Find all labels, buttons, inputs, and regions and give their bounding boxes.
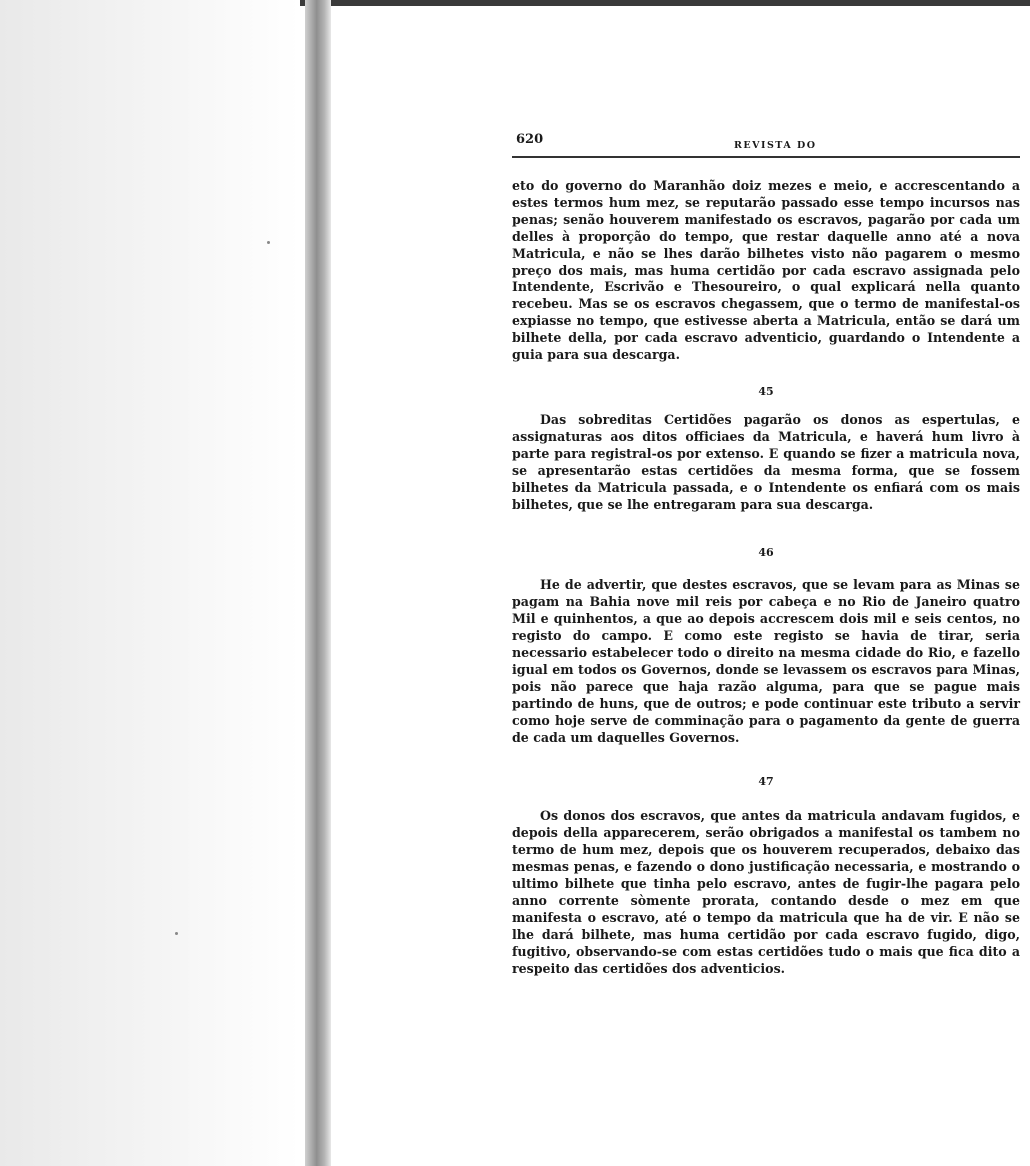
header-rule bbox=[512, 156, 1020, 158]
paragraph-45: Das sobreditas Certidões pagarão os donos as espertulas, e assignaturas aos ditos officiaes da Matricula, e haverá hum livro à parte para registral-os por extenso. E quando se fizer a matricula nova, se apresentarão estas certidões da mesma forma, que se fossem bilhetes da Matricula passada, e o Intendente os enfiará com os mais bilhetes, que se lhe entregaram para sua descarga. bbox=[512, 411, 1020, 512]
book-gutter-shadow bbox=[305, 0, 331, 1166]
section-number-45: 45 bbox=[758, 384, 774, 398]
paragraph-46: He de advertir, que destes escravos, que se levam para as Minas se pagam na Bahia nove mil reis por cabeça e no Rio de Janeiro quatro Mil e quinhentos, a que ao depois accrescem dois mil e seis centos, no registo do campo. E como este registo se havia de tirar, seria necessario estabelecer todo o direito na mesma cidade do Rio, e fazello igual em todos os Governos, donde se levassem os escravos para Minas, pois não parece que haja razão alguma, para que se pague mais partindo de huns, que de outros; e pode continuar este tributo a servir como hoje serve de comminação para o pagamento da gente de guerra de cada um daquelles Governos. bbox=[512, 577, 1020, 745]
facing-page-blank bbox=[0, 0, 300, 1166]
paragraph-continued: eto do governo do Maranhão doiz mezes e meio, e accrescentando a estes termos hum mez, se reputarão passado esse tempo incursos nas penas; senão houverem manifestado os escravos, pagarão por cada um delles à proporção do tempo, que restar daquelle anno até a nova Matricula, e não se lhes darão bilhetes visto não pagarem o mesmo preço dos mais, mas huma certidão por cada escravo assignada pelo Intendente, Escrivão e Thesoureiro, o qual explicará nella quanto recebeu. Mas se os escravos chegassem, que o termo de manifestal-os expiasse no tempo, que estivesse aberta a Matricula, então se dará um bilhete della, por cada escravo adventicio, guardando o Intendente a guia para sua descarga. bbox=[512, 178, 1020, 363]
paper-speck bbox=[175, 932, 178, 935]
section-number-47: 47 bbox=[758, 775, 774, 789]
section-number-46: 46 bbox=[758, 546, 774, 560]
paragraph-47: Os donos dos escravos, que antes da matricula andavam fugidos, e depois della apparecerem, serão obrigados a manifestal os tambem no termo de hum mez, depois que os houverem recuperados, debaixo das mesmas penas, e fazendo o dono justificação necessaria, e mostrando o ultimo bilhete que tinha pelo escravo, antes de fugir-lhe pagara pelo anno corrente sòmente prorata, contando desde o mez em que manifesta o escravo, até o tempo da matricula que ha de vir. E não se lhe dará bilhete, mas huma certidão por cada escravo fugido, digo, fugitivo, observando-se com estas certidões tudo o mais que fica dito a respeito das certidões dos adventicios. bbox=[512, 808, 1020, 976]
page-header bbox=[512, 126, 1020, 162]
page-number: 620 bbox=[516, 132, 544, 147]
book-page bbox=[512, 126, 1020, 978]
running-title: REVISTA DO bbox=[734, 140, 817, 151]
paper-speck bbox=[267, 241, 270, 244]
